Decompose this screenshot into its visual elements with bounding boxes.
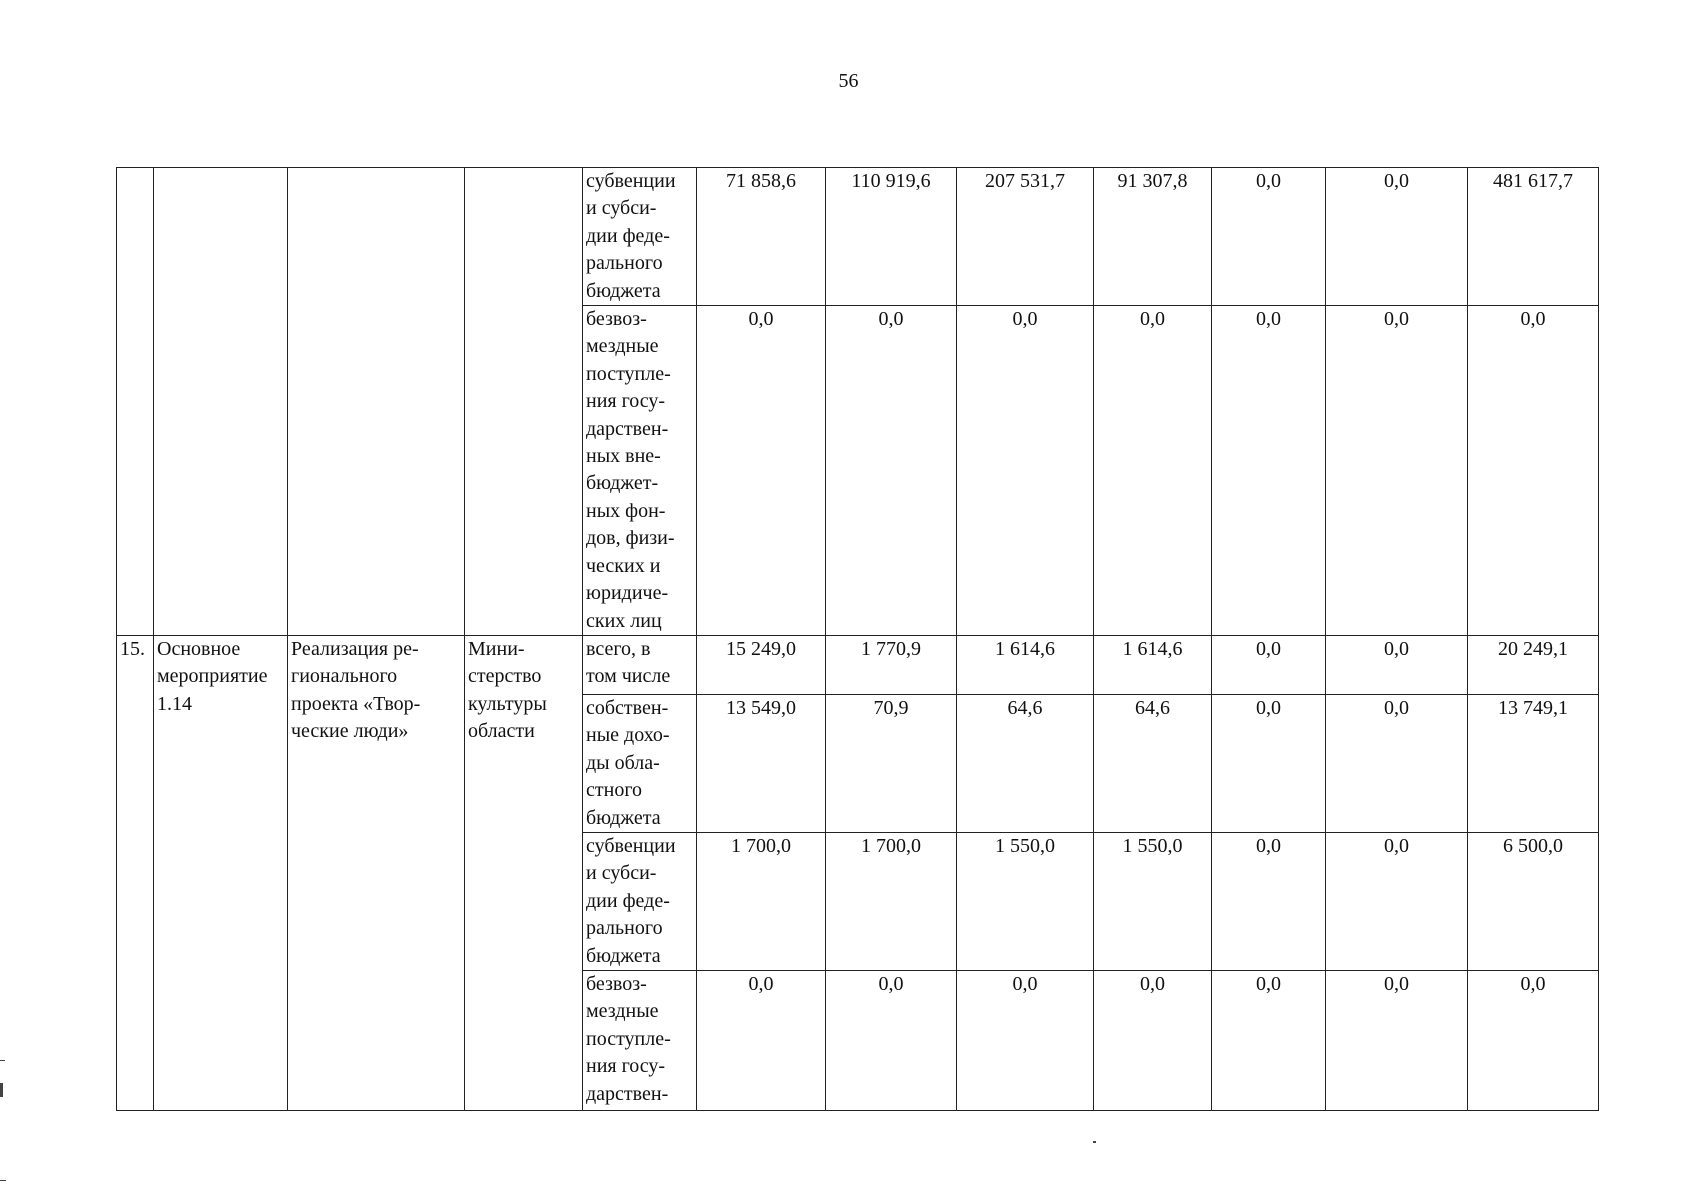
value-cell: 0,0: [1212, 832, 1326, 970]
value-cell: 0,0: [1212, 694, 1326, 832]
value-cell: 110 919,6: [826, 168, 957, 306]
table-row: [117, 635, 1599, 694]
value-cell: 0,0: [826, 306, 957, 636]
value-cell: 0,0: [957, 306, 1094, 636]
value-cell: 1 550,0: [1094, 832, 1212, 970]
total-cell: 6 500,0: [1468, 832, 1599, 970]
scan-artifact: [0, 1180, 6, 1181]
value-cell: 15 249,0: [697, 635, 826, 694]
item-number: 15.: [117, 635, 154, 1110]
value-cell: 1 770,9: [826, 635, 957, 694]
total-cell: 0,0: [1468, 970, 1599, 1110]
total-cell: 0,0: [1468, 306, 1599, 636]
value-cell: 0,0: [1326, 694, 1468, 832]
value-cell: 0,0: [1212, 970, 1326, 1110]
funding-source: безвоз- мездные поступле- ния госу- дарствен-: [583, 970, 697, 1110]
name-cell-empty: [288, 168, 465, 636]
value-cell: 0,0: [1326, 970, 1468, 1110]
funding-source: субвенции и субси- дии феде- рального бюджета: [583, 832, 697, 970]
value-cell: 0,0: [1326, 306, 1468, 636]
scan-artifact: [0, 1060, 5, 1061]
funding-source: всего, в том числе: [583, 635, 697, 694]
value-cell: 0,0: [1094, 970, 1212, 1110]
value-cell: 1 614,6: [957, 635, 1094, 694]
item-status: Основное мероприятие 1.14: [154, 635, 288, 1110]
number-cell-empty: [117, 168, 154, 636]
value-cell: 71 858,6: [697, 168, 826, 306]
value-cell: 13 549,0: [697, 694, 826, 832]
value-cell: 91 307,8: [1094, 168, 1212, 306]
value-cell: 207 531,7: [957, 168, 1094, 306]
funding-source: субвенции и субси- дии феде- рального бюджета: [583, 168, 697, 306]
item-name: Реализация ре- гионального проекта «Твор- ческие люди»: [288, 635, 465, 1110]
scan-artifact: [0, 1083, 3, 1097]
funding-source: безвоз- мездные поступле- ния госу- дарствен- ных вне- бюджет- ных фон- дов, физи- ческих и юридиче- ских лиц: [583, 306, 697, 636]
value-cell: 1 700,0: [826, 832, 957, 970]
total-cell: 481 617,7: [1468, 168, 1599, 306]
budget-table: [116, 167, 1599, 1111]
value-cell: 0,0: [697, 970, 826, 1110]
value-cell: 1 614,6: [1094, 635, 1212, 694]
value-cell: 64,6: [957, 694, 1094, 832]
total-cell: 20 249,1: [1468, 635, 1599, 694]
value-cell: 1 700,0: [697, 832, 826, 970]
value-cell: 0,0: [1212, 306, 1326, 636]
scan-artifact: [1093, 1141, 1096, 1143]
status-cell-empty: [154, 168, 288, 636]
value-cell: 0,0: [957, 970, 1094, 1110]
value-cell: 64,6: [1094, 694, 1212, 832]
value-cell: 0,0: [1212, 168, 1326, 306]
value-cell: 0,0: [697, 306, 826, 636]
executor-cell-empty: [465, 168, 583, 636]
value-cell: 0,0: [1212, 635, 1326, 694]
total-cell: 13 749,1: [1468, 694, 1599, 832]
value-cell: 70,9: [826, 694, 957, 832]
page-number: 56: [838, 70, 859, 92]
value-cell: 0,0: [826, 970, 957, 1110]
value-cell: 0,0: [1326, 832, 1468, 970]
item-executor: Мини- стерство культуры области: [465, 635, 583, 1110]
value-cell: 0,0: [1094, 306, 1212, 636]
value-cell: 0,0: [1326, 635, 1468, 694]
value-cell: 0,0: [1326, 168, 1468, 306]
funding-source: собствен- ные дохо- ды обла- стного бюджета: [583, 694, 697, 832]
table-row: [117, 168, 1599, 306]
value-cell: 1 550,0: [957, 832, 1094, 970]
